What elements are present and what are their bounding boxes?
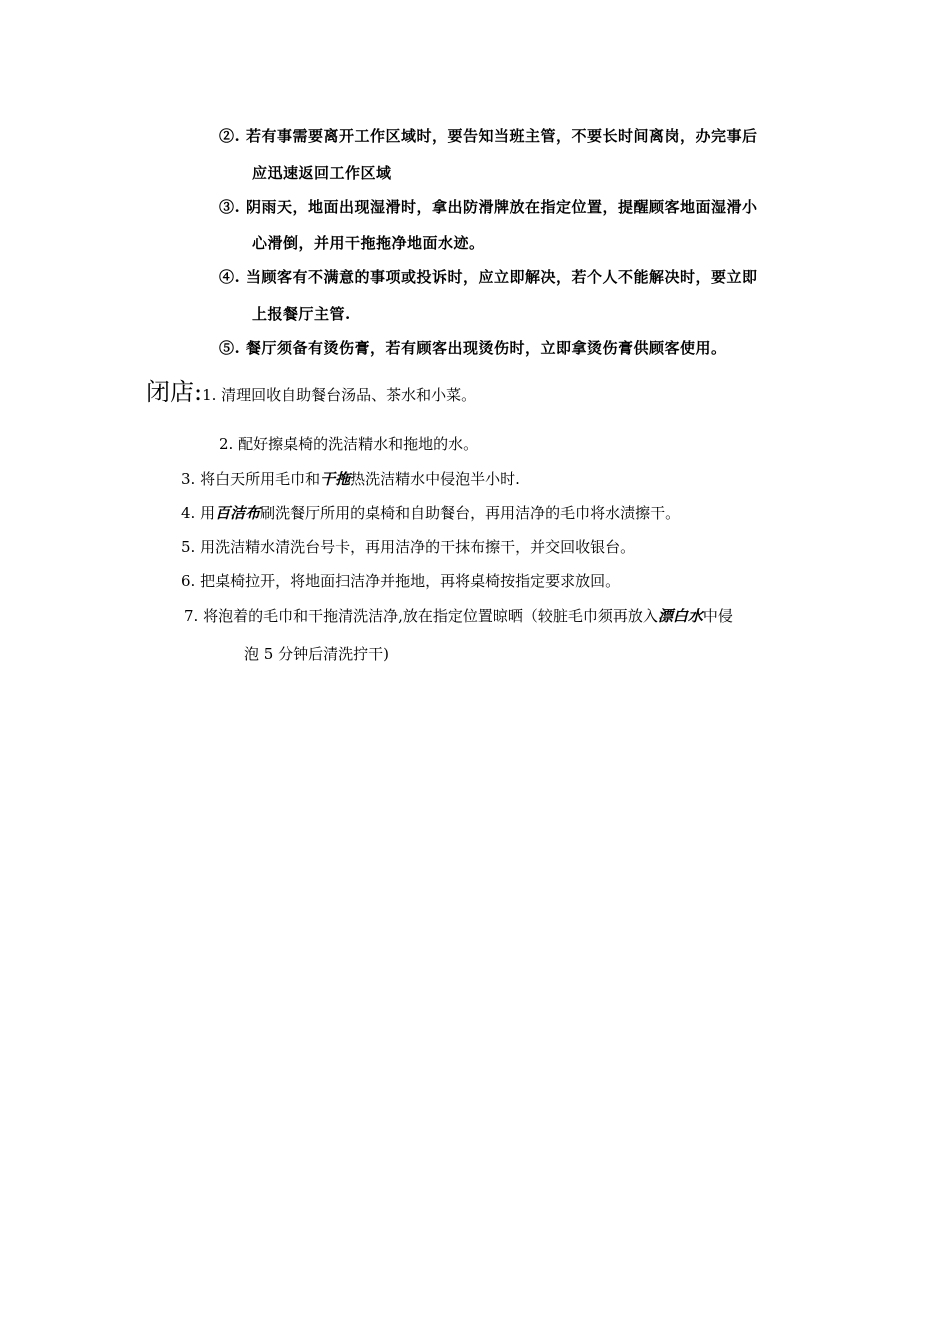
closing-step-3-pre: 3. 将白天所用毛巾和 — [181, 470, 321, 488]
closing-step-3 — [181, 472, 520, 487]
closing-step-4-pre: 4. 用 — [181, 504, 216, 522]
closing-step-5: 5. 用洗洁精水清洗台号卡，再用洁净的干抹布擦干，并交回收银台。 — [181, 538, 636, 556]
closing-step-7-line2: 泡 5 分钟后清洗拧干) — [244, 645, 389, 663]
closing-step-2: 2. 配好擦桌椅的洗洁精水和拖地的水。 — [219, 435, 479, 453]
closing-step-4-post: 刷洗餐厅所用的桌椅和自助餐台，再用洁净的毛巾将水渍擦干。 — [260, 504, 681, 522]
closing-step-4 — [181, 506, 680, 521]
safety-item-4-line1: ④. 当顾客有不满意的事项或投诉时，应立即解决，若个人不能解决时，要立即 — [219, 268, 758, 286]
closing-step-7-post: 中侵 — [702, 607, 733, 625]
safety-item-3-line1: ③. 阴雨天，地面出现湿滑时，拿出防滑牌放在指定位置，提醒顾客地面湿滑小 — [219, 198, 758, 216]
closing-step-3-post: 热洗洁精水中侵泡半小时. — [350, 470, 520, 488]
closing-step-7-line1 — [184, 609, 733, 624]
safety-item-2-line2: 应迅速返回工作区域 — [252, 164, 392, 182]
safety-item-4-line2: 上报餐厅主管. — [252, 305, 351, 323]
safety-item-5-line1: ⑤. 餐厅须备有烫伤膏，若有顾客出现烫伤时，立即拿烫伤膏供顾客使用。 — [219, 339, 727, 357]
safety-item-2-line1: ②. 若有事需要离开工作区域时，要告知当班主管，不要长时间离岗，办完事后 — [219, 127, 758, 145]
safety-item-3-line2: 心滑倒，并用干拖拖净地面水迹。 — [252, 234, 485, 252]
closing-heading: 闭店: — [146, 378, 203, 406]
closing-step-7-emph: 漂白水 — [657, 607, 703, 625]
closing-step-6: 6. 把桌椅拉开，将地面扫洁净并拖地，再将桌椅按指定要求放回。 — [181, 572, 621, 590]
closing-step-1: 1. 清理回收自助餐台汤品、茶水和小菜。 — [202, 386, 477, 404]
closing-step-3-emph: 干拖 — [320, 470, 351, 488]
closing-first-line — [146, 380, 476, 404]
closing-step-7-pre: 7. 将泡着的毛巾和干拖清洗洁净,放在指定位置晾晒（较脏毛巾须再放入 — [184, 607, 658, 625]
closing-step-4-emph: 百洁布 — [215, 504, 261, 522]
